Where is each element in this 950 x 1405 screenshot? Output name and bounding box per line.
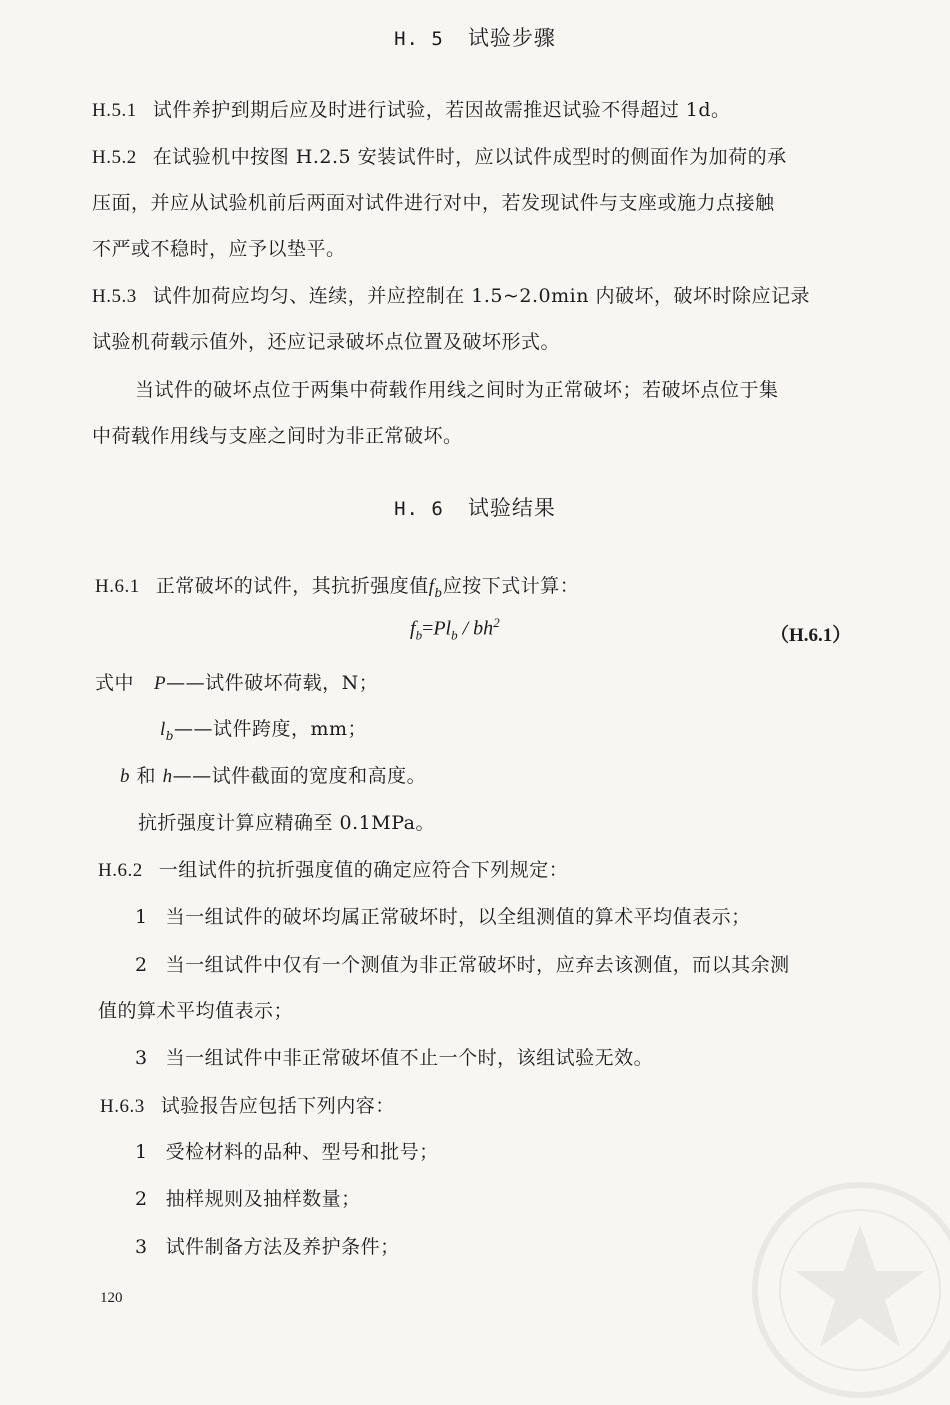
where-line-l bbox=[160, 714, 367, 743]
clause-number: H.6.3 bbox=[100, 1096, 145, 1117]
list-item-text: 当一组试件中非正常破坏值不止一个时，该组试验无效。 bbox=[165, 1047, 654, 1069]
formula-rhs-sup: 2 bbox=[493, 615, 500, 630]
clause-h5-3 bbox=[92, 281, 810, 308]
formula-rhs: Pl bbox=[433, 617, 452, 640]
clause-text: 在试验机中按图 H.2.5 安装试件时，应以试件成型时的侧面作为加荷的承 bbox=[152, 146, 787, 168]
list-item bbox=[135, 902, 751, 929]
clause-text: 一组试件的抗折强度值的确定应符合下列规定： bbox=[158, 859, 569, 881]
precision-note: 抗折强度计算应精确至 0.1MPa。 bbox=[138, 812, 435, 834]
formula-lhs-sub: b bbox=[415, 627, 423, 643]
list-item-number: 1 bbox=[135, 1141, 148, 1163]
formula-rhs-sub: b bbox=[451, 627, 458, 643]
list-item-number: 2 bbox=[135, 1188, 148, 1210]
where-label: 式中 bbox=[95, 672, 135, 694]
list-item bbox=[135, 1232, 400, 1259]
clause-h6-2 bbox=[98, 855, 568, 882]
variable-desc: ——试件跨度，mm； bbox=[173, 718, 368, 740]
variable-l: l bbox=[160, 719, 166, 740]
section-title: 试验结果 bbox=[467, 496, 556, 520]
formula-h6-1 bbox=[410, 615, 500, 644]
formula-equals: = bbox=[422, 617, 434, 640]
clause-h5-1 bbox=[92, 95, 731, 122]
clause-text-continued: 压面，并应从试验机前后两面对试件进行对中，若发现试件与支座或施力点接触 bbox=[92, 192, 775, 214]
clause-number: H.5.1 bbox=[92, 100, 137, 121]
clause-h6-3 bbox=[100, 1091, 395, 1118]
clause-number: H.6.1 bbox=[95, 576, 140, 597]
clause-text: 正常破坏的试件，其抗折强度值 bbox=[155, 575, 429, 597]
list-item bbox=[135, 950, 790, 977]
where-line-p bbox=[95, 668, 378, 695]
list-item-text: 抽样规则及抽样数量； bbox=[165, 1188, 361, 1210]
list-item-text: 当一组试件中仅有一个测值为非正常破坏时，应弃去该测值，而以其余测 bbox=[165, 954, 790, 976]
list-item-number: 2 bbox=[135, 954, 148, 976]
list-item bbox=[135, 1043, 653, 1070]
list-item-text: 受检材料的品种、型号和批号； bbox=[165, 1141, 439, 1163]
paragraph-text-continued: 中荷载作用线与支座之间时为非正常破坏。 bbox=[92, 425, 463, 447]
clause-h6-1 bbox=[95, 571, 579, 600]
clause-number: H.5.3 bbox=[92, 286, 137, 307]
equation-number: （H.6.1） bbox=[770, 625, 852, 646]
list-item-number: 3 bbox=[135, 1236, 148, 1258]
variable-p: P bbox=[154, 673, 167, 694]
formula-rhs: / bh bbox=[457, 617, 494, 640]
section-title: 试验步骤 bbox=[467, 26, 556, 50]
where-line-bh bbox=[120, 761, 426, 788]
page-number: 120 bbox=[100, 1290, 123, 1306]
watermark-seal-icon bbox=[745, 1175, 950, 1405]
clause-text: 试验报告应包括下列内容： bbox=[160, 1095, 395, 1117]
list-item bbox=[135, 1137, 439, 1164]
clause-text-continued: 试验机荷载示值外，还应记录破坏点位置及破坏形式。 bbox=[92, 331, 561, 353]
symbol-subscript: b bbox=[434, 585, 443, 600]
list-item bbox=[135, 1184, 361, 1211]
clause-text: 试件养护到期后应及时进行试验，若因故需推迟试验不得超过 1d。 bbox=[152, 99, 731, 121]
list-item-continued: 值的算术平均值表示； bbox=[98, 1000, 294, 1022]
list-item-number: 3 bbox=[135, 1047, 148, 1069]
symbol-f: f bbox=[428, 576, 435, 597]
section-heading-h5 bbox=[0, 22, 950, 52]
variable-b: b bbox=[120, 766, 130, 787]
paragraph-text: 当试件的破坏点位于两集中荷载作用线之间时为正常破坏；若破坏点位于集 bbox=[135, 379, 779, 401]
variable-desc: ——试件破坏荷载，N； bbox=[166, 672, 379, 694]
variable-desc: ——试件截面的宽度和高度。 bbox=[172, 765, 427, 787]
variable-and: 和 bbox=[130, 765, 163, 787]
variable-l-sub: b bbox=[165, 728, 174, 743]
formula-lhs: f bbox=[410, 617, 416, 640]
clause-number: H.6.2 bbox=[98, 860, 143, 881]
clause-number: H.5.2 bbox=[92, 147, 137, 168]
variable-h: h bbox=[162, 766, 173, 787]
section-number: H. 5 bbox=[394, 28, 444, 50]
clause-text-continued: 不严或不稳时，应予以垫平。 bbox=[92, 238, 346, 260]
list-item-text: 试件制备方法及养护条件； bbox=[165, 1236, 400, 1258]
clause-h5-2 bbox=[92, 142, 787, 169]
clause-text: 应按下式计算： bbox=[442, 575, 580, 597]
section-heading-h6 bbox=[0, 492, 950, 522]
list-item-number: 1 bbox=[135, 906, 148, 928]
section-number: H. 6 bbox=[394, 498, 444, 520]
list-item-text: 当一组试件的破坏均属正常破坏时，以全组测值的算术平均值表示； bbox=[165, 906, 751, 928]
clause-text: 试件加荷应均匀、连续，并应控制在 1.5~2.0min 内破坏，破坏时除应记录 bbox=[152, 285, 810, 307]
